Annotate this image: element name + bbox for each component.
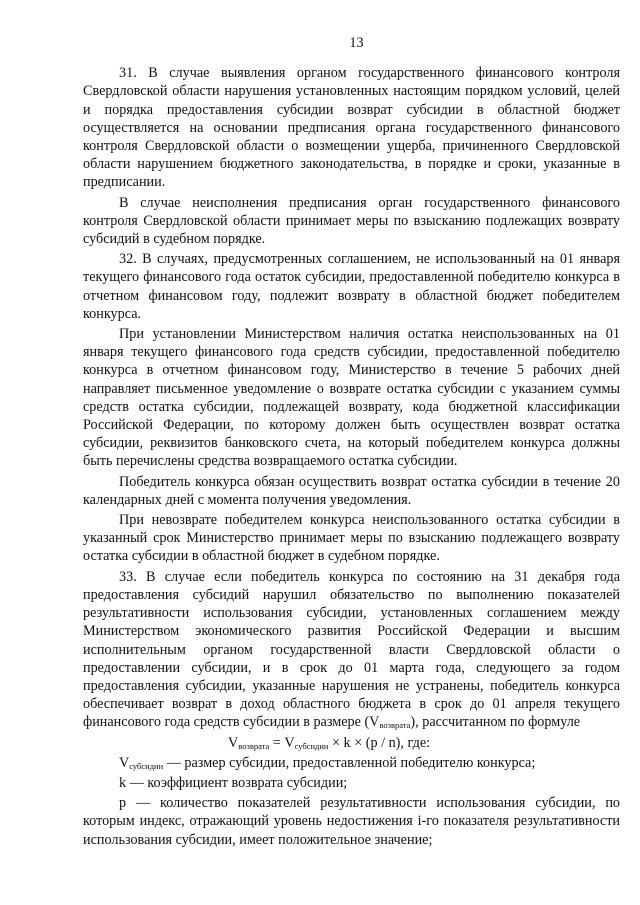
formula-v-subsidy: = V [269,734,295,751]
definition-v-text: — размер субсидии, предоставленной победителю конкурса; [163,754,536,771]
paragraph-32: 32. В случаях, предусмотренных соглашением, не использованный на 01 января текущего финансового года остаток субсидии, предоставленной победителю конкурса в отчетном финансовом году, подлежит возврату в областной бюджет победителем конкурса. [83,251,620,322]
paragraph-31: 31. В случае выявления органом государственного финансового контроля Свердловской области нарушения установленных настоящим порядком условий, целей и порядка предоставления субсидии возврат субсидии в областной бюджет осуществляется на основании предписания органа государственного финансового контроля Свердловской области о возмещении ущерба, причиненного Свердловской области нарушением бюджетного законодательства, в порядке и сроки, указанные в предписании. [83,65,620,191]
paragraph-33-tail: ), рассчитанном по формуле [410,714,581,731]
page-number: 13 [349,35,364,51]
definition-p: p — количество показателей результативности использования субсидии, по которым индекс, отражающий уровень недостижения i-го показателя результативности использования субсидии, имеет положительное значение; [83,795,620,848]
paragraph-33 [83,568,620,732]
paragraph-33-subscript: возврата [379,720,411,731]
definition-v-subsidy [83,754,620,772]
formula-v-return: V [228,734,239,751]
definition-k: k — коэффициент возврата субсидии; [119,774,348,791]
definition-v-sub: субсидии [129,760,164,771]
paragraph-32-deadline: Победитель конкурса обязан осуществить возврат остатка субсидии в течение 20 календарных дней с момента получения уведомления. [83,473,620,508]
paragraph-32-notification: При установлении Министерством наличия остатка неиспользованных на 01 января текущего финансового года средств субсидии, предоставленной победителю конкурса в отчетном финансовом году, Министерство в течение 5 рабочих дней направляет письменное уведомление о возврате остатка субсидии с указанием суммы средств остатка субсидии, подлежащей возврату, кода бюджетной классификации Российской Федерации, по которому должен быть осуществлен возврат остатка субсидии, реквизитов банковского счета, на который победителем конкурса должны быть перечислены средства возвращаемого остатка субсидии. [83,326,620,470]
paragraph-32-enforcement: При невозврате победителем конкурса неиспользованного остатка субсидии в указанный срок Министерство принимает меры по взысканию подлежащего возврату остатка субсидии в областной бюджет в судебном порядке. [83,512,620,565]
formula-sub-subsidy: субсидии [294,740,329,751]
paragraph-33-text: 33. В случае если победитель конкурса по состоянию на 31 декабря года предоставления субсидий нарушил обязательство по выполнению показателей результативности использования субсидии, установленных соглашением между Министерством экономического развития Российской Федерации и высшим исполнительным органом государственной власти Свердловской области о предоставлении субсидии, и в срок до 01 марта года, следующего за годом предоставления субсидии, указанные нарушения не устранены, победитель конкурса обеспечивает возврат в доход областного бюджета в срок до 01 апреля текущего финансового года средств субсидии в размере (V [83,568,620,731]
formula-sub-return: возврата [238,740,270,751]
formula [83,734,620,752]
definition-v-letter: V [119,754,130,771]
paragraph-31-enforcement: В случае неисполнения предписания орган государственного финансового контроля Свердловской области принимает меры по взысканию подлежащих возврату субсидий в судебном порядке. [83,194,620,248]
formula-rest: × k × (p / n), где: [328,734,431,751]
